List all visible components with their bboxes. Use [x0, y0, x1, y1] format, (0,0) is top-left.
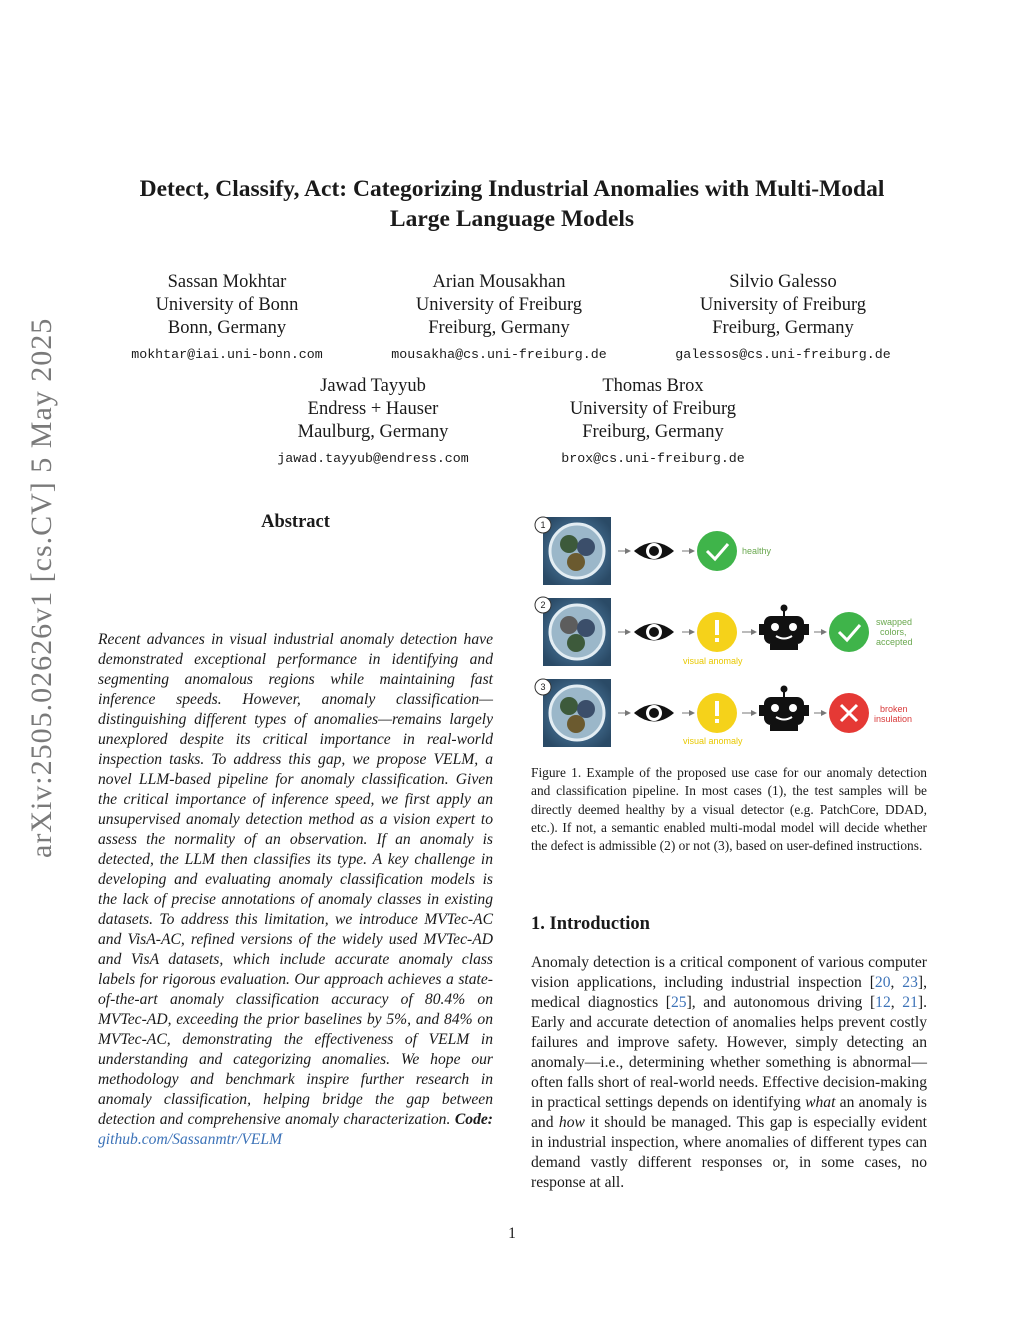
eye-icon: [634, 624, 674, 641]
author-block-1: [96, 271, 358, 368]
citation-link[interactable]: 20: [874, 974, 891, 991]
author-location: Bonn, Germany: [167, 318, 287, 338]
intro-text: Anomaly detection is a critical component of various computer vision applications, including industrial inspection: [531, 954, 927, 991]
paper-title: [80, 174, 944, 234]
author-email[interactable]: galessos@cs.uni-freiburg.de: [675, 347, 891, 362]
figure-caption: Figure 1. Example of the proposed use case for our anomaly detection and classification pipeline. In most cases (1), the test samples will be directly deemed healthy by a visual detector (e.g. PatchCore, DDAD, etc.). If not, a semantic enabled multi-modal model will decide whether the defect is admissible (2) or not (3), based on user-defined instructions.: [531, 765, 927, 854]
page-number: 1: [508, 1225, 516, 1242]
author-location: Freiburg, Germany: [712, 318, 854, 338]
figure-1: [530, 512, 930, 762]
check-icon: [829, 612, 869, 652]
label-swapped-2: colors,: [880, 627, 907, 637]
author-location: Freiburg, Germany: [428, 318, 570, 338]
intro-text: , medical diagnostics: [531, 974, 927, 1011]
author-name: Silvio Galesso: [729, 272, 837, 292]
author-block-4: [250, 375, 496, 472]
intro-text: an anomaly is and: [531, 1094, 927, 1131]
label-broken-1: broken: [880, 704, 908, 714]
label-broken-2: insulation: [874, 714, 913, 724]
introduction-body: Anomaly detection is a critical component of various computer vision applications, including industrial inspection [20, 23], medical diagnostics [25], and autonomous driving [12, 21]. Early and accurate detection of anomalies helps prevent costly failures and improve safety. However, simply detecting an anomaly—i.e., determining whether something is abnormal—often falls short of real-world needs. Effective decision-making in practical settings depends on identifying what an anomaly is and how it should be managed. This gap is especially evident in industrial inspection, where anomalies of different types can demand vastly different responses or, in some cases, no response at all.: [531, 954, 927, 1191]
eye-icon: [634, 543, 674, 560]
check-icon: [697, 531, 737, 571]
author-affiliation: Endress + Hauser: [307, 399, 439, 419]
title-line-2: Large Language Models: [389, 206, 635, 232]
label-visual-anomaly: visual anomaly: [683, 656, 743, 666]
author-name: Arian Mousakhan: [432, 272, 566, 292]
author-name: Jawad Tayyub: [320, 376, 426, 396]
title-line-1: Detect, Classify, Act: Categorizing Industrial Anomalies with Multi-Modal: [139, 176, 885, 202]
author-name: Thomas Brox: [602, 376, 704, 396]
abstract-text: Recent advances in visual industrial anomaly detection have demonstrated exceptional performance in identifying and segmenting anomalous regions while maintaining fast inference speeds. However, anomaly classification—distinguishing different types of anomalies—remains largely unexplored despite its critical importance in real-world inspection tasks. To address this gap, we propose VELM, a novel LLM-based pipeline for anomaly classification. Given the critical importance of inference speed, we first apply an unsupervised anomaly detection method as a vision expert to assess the normality of an observation. If an anomaly is detected, the LLM then classifies its type. A key challenge in developing and evaluating anomaly classification models is the lack of precise annotations of anomaly classes in existing datasets. To address this limitation, we introduce MVTec-AC and VisA-AC, refined versions of the widely used MVTec-AD and VisA datasets, which include accurate anomaly class labels for rigorous evaluation. Our approach achieves a state-of-the-art anomaly classification accuracy of 80.4% on MVTec-AD, exceeding the prior baselines by 5%, and 84% on MVTec-AC, demonstrating the effectiveness of VELM in understanding and categorizing anomalies. We hope our methodology and benchmark inspire further research in anomaly classification, helping bridge the gap between detection and comprehensive anomaly characterization.: [98, 631, 493, 1128]
arxiv-sidebar-id: arXiv:2505.02626v1 [cs.CV] 5 May 2025: [25, 317, 58, 858]
citation-link[interactable]: 12: [875, 994, 891, 1011]
author-affiliation: University of Freiburg: [569, 399, 737, 419]
code-label: Code:: [454, 1111, 493, 1128]
author-email[interactable]: mousakha@cs.uni-freiburg.de: [391, 347, 607, 362]
abstract-body: [98, 630, 493, 1150]
author-block-3: [648, 271, 918, 368]
figure-row-3: [535, 679, 912, 747]
author-block-2: [362, 271, 636, 368]
citation-link[interactable]: 25: [670, 994, 687, 1011]
label-swapped-1: swapped: [876, 617, 913, 627]
author-affiliation: University of Freiburg: [699, 295, 867, 315]
intro-text: it should be managed. This gap is especially evident in industrial inspection, where anomalies of different types can demand vastly different responses or, in some cases, no response at all.: [531, 1114, 927, 1191]
author-affiliation: University of Freiburg: [415, 295, 583, 315]
intro-text: . Early and accurate detection of anomalies helps prevent costly failures and improve safety. However, simply detecting an anomaly—i.e., determining whether something is abnormal—often falls short of real-world needs. Effective decision-making in practical settings depends on identifying: [531, 994, 927, 1111]
label-healthy: healthy: [742, 546, 772, 556]
author-affiliation: University of Bonn: [155, 295, 299, 315]
robot-icon: [759, 686, 809, 732]
author-email[interactable]: jawad.tayyub@endress.com: [277, 451, 469, 466]
step-number-1: 1: [540, 520, 546, 530]
figure-row-2: [535, 597, 913, 666]
figure-row-1: [535, 517, 772, 585]
code-link[interactable]: github.com/Sassanmtr/VELM: [98, 1131, 283, 1148]
author-block-5: [530, 375, 776, 472]
abstract-heading: Abstract: [261, 512, 330, 532]
author-email[interactable]: brox@cs.uni-freiburg.de: [561, 451, 745, 466]
author-email[interactable]: mokhtar@iai.uni-bonn.com: [131, 347, 323, 362]
intro-emphasis: how: [558, 1114, 585, 1131]
author-name: Sassan Mokhtar: [167, 272, 287, 292]
author-location: Maulburg, Germany: [297, 422, 449, 442]
step-number-3: 3: [540, 682, 546, 692]
intro-text: , and autonomous driving: [691, 994, 870, 1011]
section-heading-introduction: 1. Introduction: [531, 914, 650, 934]
citation-link[interactable]: 21: [902, 994, 918, 1011]
eye-icon: [634, 705, 674, 722]
step-number-2: 2: [540, 600, 546, 610]
author-location: Freiburg, Germany: [582, 422, 724, 442]
label-swapped-3: accepted: [876, 637, 913, 647]
citation-link[interactable]: 23: [902, 974, 918, 991]
robot-icon: [759, 605, 809, 651]
label-visual-anomaly: visual anomaly: [683, 736, 743, 746]
intro-emphasis: what: [805, 1094, 836, 1111]
